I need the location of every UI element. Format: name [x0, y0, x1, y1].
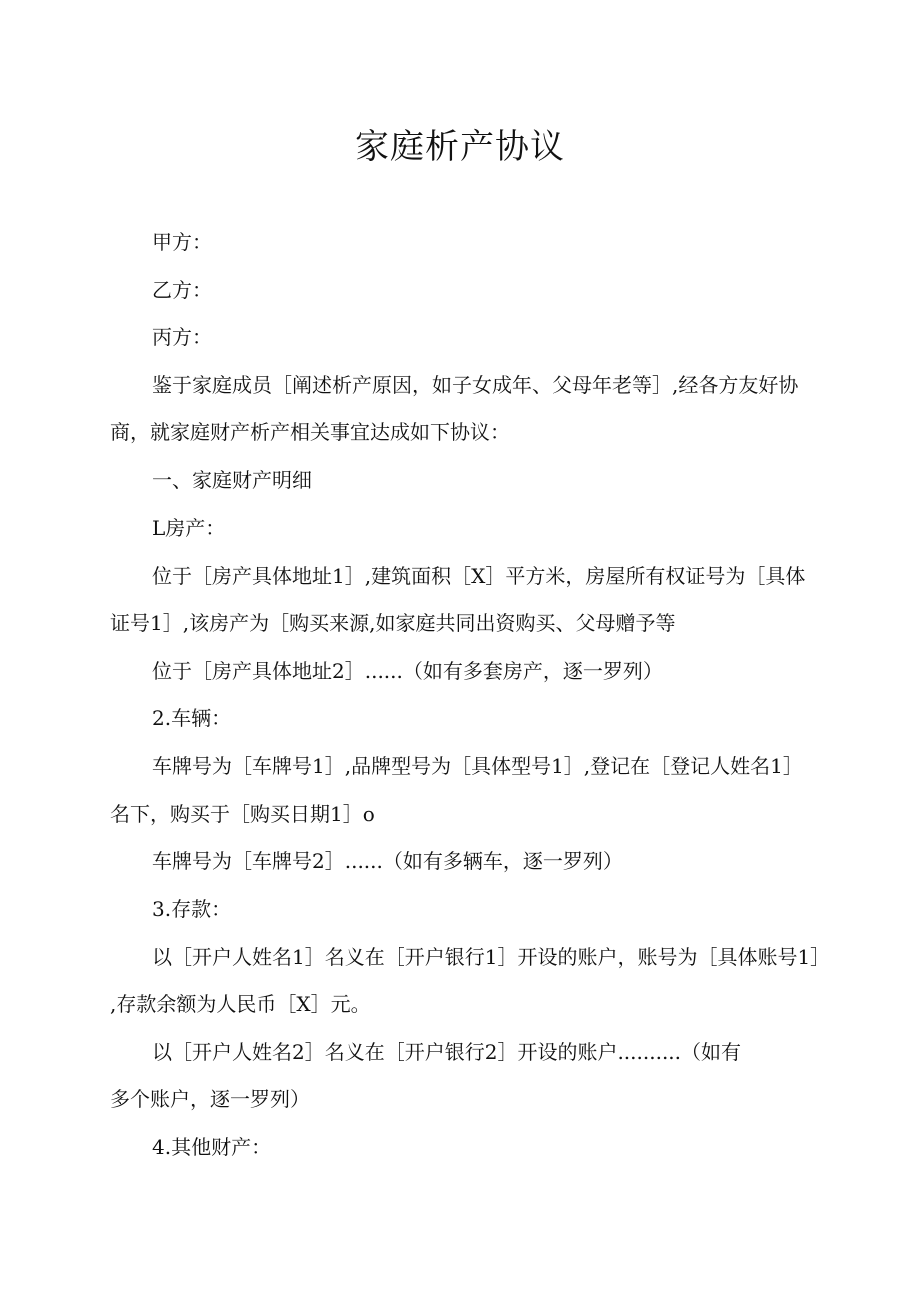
party-a-line: 甲方： [152, 230, 212, 254]
property-label: L房产： [152, 516, 226, 540]
document-title: 家庭析产协议 [355, 127, 565, 167]
preamble-line-2: 商，就家庭财产析产相关事宜达成如下协议： [110, 420, 510, 444]
section-1-heading: 一、家庭财产明细 [152, 468, 312, 492]
vehicle-item-2: 车牌号为［车牌号2］......（如有多辆车，逐一罗列） [152, 849, 623, 873]
vehicle-label: 2.车辆： [152, 706, 232, 730]
preamble-line-1: 鉴于家庭成员［阐述析产原因，如子女成年、父母年老等］,经各方友好协 [152, 373, 799, 397]
deposit-item-2-line-1: 以［开户人姓名2］名义在［开户银行2］开设的账户..........（如有 [152, 1040, 742, 1064]
vehicle-item-1-line-2: 名下，购买于［购买日期1］o [110, 802, 375, 826]
property-item-2: 位于［房产具体地址2］......（如有多套房产，逐一罗列） [152, 659, 663, 683]
deposit-item-1-line-1: 以［开户人姓名1］名义在［开户银行1］开设的账户，账号为［具体账号1］ [152, 945, 831, 969]
other-property-label: 4.其他财产： [152, 1135, 272, 1159]
party-c-line: 丙方： [152, 325, 212, 349]
deposit-item-2-line-2: 多个账户，逐一罗列） [110, 1087, 310, 1111]
deposit-label: 3.存款： [152, 897, 232, 921]
vehicle-item-1-line-1: 车牌号为［车牌号1］,品牌型号为［具体型号1］,登记在［登记人姓名1］ [152, 754, 803, 778]
property-item-1-line-2: 证号1］,该房产为［购买来源,如家庭共同出资购买、父母赠予等 [110, 611, 676, 635]
deposit-item-1-line-2: ,存款余额为人民币［X］元。 [110, 992, 371, 1016]
property-item-1-line-1: 位于［房产具体地址1］,建筑面积［X］平方米，房屋所有权证号为［具体 [152, 564, 806, 588]
party-b-line: 乙方： [152, 278, 212, 302]
